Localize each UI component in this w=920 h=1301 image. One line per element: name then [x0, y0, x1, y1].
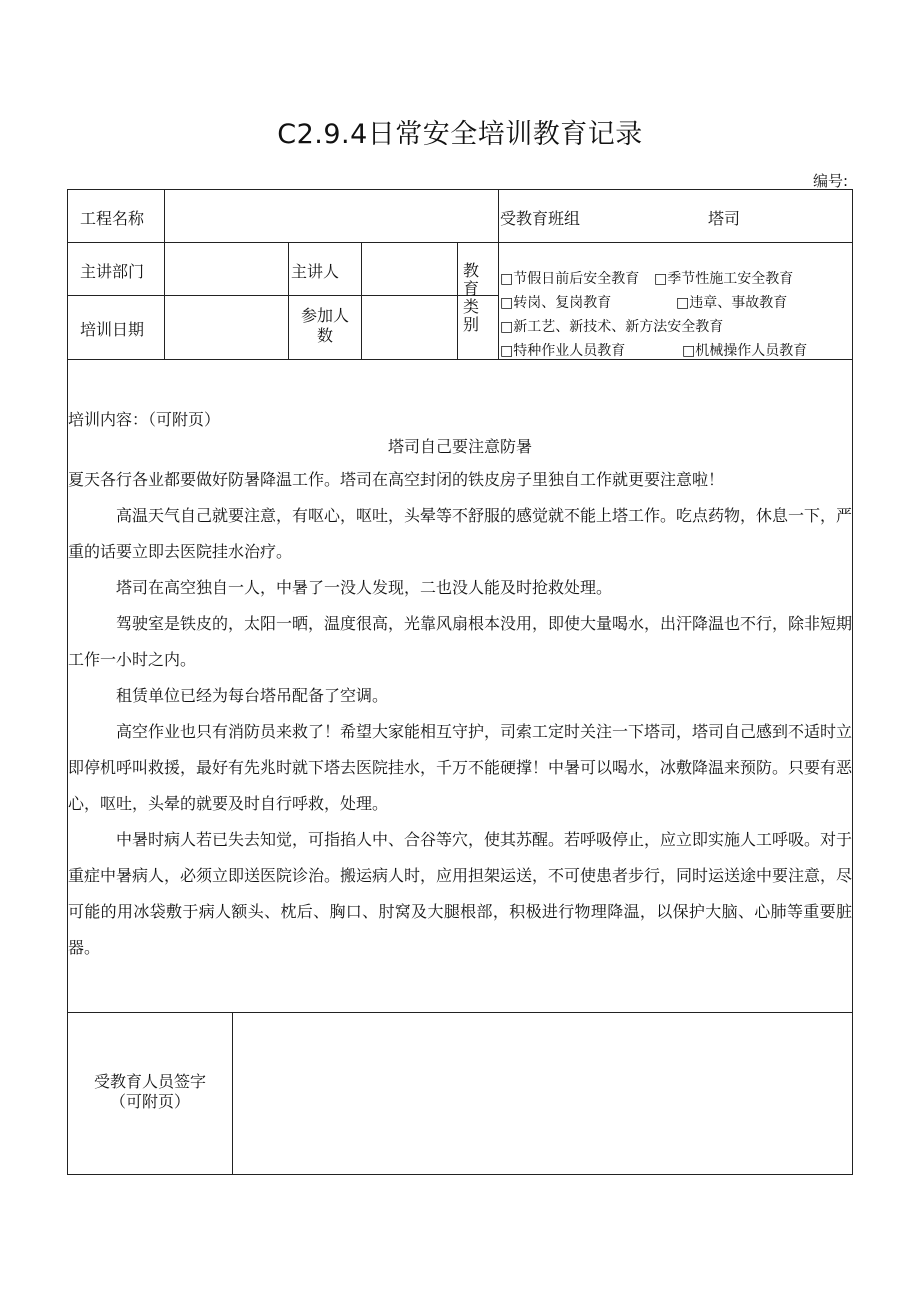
col-divider [457, 242, 458, 359]
project-name-label: 工程名称 [80, 209, 145, 228]
row-divider [67, 295, 499, 296]
content-paragraph: 租赁单位已经为每台塔吊配备了空调。 [116, 686, 389, 705]
option-transfer-checkbox[interactable]: □转岗、复岗教育 [500, 295, 612, 311]
attendees-label-line1: 参加人 [300, 306, 349, 325]
dept-field[interactable] [172, 259, 282, 281]
attendees-label [290, 306, 360, 346]
date-label: 培训日期 [80, 320, 145, 339]
date-field[interactable] [172, 317, 282, 339]
content-label: 培训内容：（可附页） [68, 410, 221, 429]
attendees-field[interactable] [366, 317, 452, 339]
dept-label: 主讲部门 [80, 262, 145, 281]
serial-number-label: 编号: [812, 172, 848, 190]
option-new-tech-checkbox[interactable]: □新工艺、新技术、新方法安全教育 [500, 319, 724, 335]
col-divider [361, 242, 362, 359]
col-divider [498, 189, 499, 359]
edu-type-char: 教 [462, 261, 479, 280]
edu-type-char: 类 [462, 297, 479, 316]
edu-type-label [461, 262, 481, 334]
col-divider [232, 1012, 233, 1175]
col-divider [288, 242, 289, 359]
attendees-label-line2: 数 [316, 326, 333, 345]
edu-group-label: 受教育班组 [500, 209, 581, 228]
content-paragraph: 高温天气自己就要注意，有呕心，呕吐，头晕等不舒服的感觉就不能上塔工作。吃点药物，休息一下，严重的话要立即去医院挂水治疗。 [68, 506, 853, 561]
option-special-checkbox[interactable]: □特种作业人员教育 [500, 343, 626, 359]
edu-type-char: 别 [462, 315, 479, 334]
training-content [68, 408, 852, 966]
content-paragraph: 中暑时病人若已失去知觉，可指掐人中、合谷等穴，使其苏醒。若呼吸停止，应立即实施人工呼吸。对于重症中暑病人，必须立即送医院诊治。搬运病人时，应用担架运送，不可使患者步行，同时运送途中要注意，尽可能的用冰袋敷于病人额头、枕后、胸口、肘窝及大腿根部，积极进行物理降温，以保护大脑、心肺等重要脏器。 [68, 830, 853, 957]
option-machinery-checkbox[interactable]: □机械操作人员教育 [682, 343, 808, 359]
row-divider [67, 1012, 853, 1013]
option-holiday-checkbox[interactable]: □节假日前后安全教育 [500, 271, 640, 287]
option-violation-checkbox[interactable]: □违章、事故教育 [676, 295, 788, 311]
project-name-field[interactable] [172, 206, 490, 228]
edu-group-value[interactable]: 塔司 [708, 209, 741, 228]
row-divider [67, 242, 853, 243]
lecturer-label: 主讲人 [291, 262, 340, 281]
signature-label-line2: （可附页） [109, 1092, 190, 1111]
content-paragraph: 驾驶室是铁皮的，太阳一晒，温度很高，光靠风扇根本没用，即使大量喝水，出汗降温也不行，除非短期工作一小时之内。 [68, 614, 853, 669]
content-paragraph: 塔司在高空独自一人，中暑了一没人发现，二也没人能及时抢救处理。 [116, 578, 613, 597]
signature-label-line1: 受教育人员签字 [93, 1072, 206, 1091]
content-paragraph: 夏天各行各业都要做好防暑降温工作。塔司在高空封闭的铁皮房子里独自工作就更要注意啦！ [68, 470, 725, 489]
signature-area[interactable] [240, 1020, 844, 1168]
page-title: C2.9.4日常安全培训教育记录 [277, 119, 643, 150]
content-heading: 塔司自己要注意防暑 [387, 437, 532, 456]
edu-type-char: 育 [462, 279, 479, 298]
lecturer-field[interactable] [366, 259, 452, 281]
option-seasonal-checkbox[interactable]: □季节性施工安全教育 [654, 271, 794, 287]
signature-label [68, 1072, 232, 1112]
content-paragraph: 高空作业也只有消防员来救了！希望大家能相互守护，司索工定时关注一下塔司，塔司自己感到不适时立即停机呼叫救援，最好有先兆时就下塔去医院挂水，千万不能硬撑！中暑可以喝水，冰敷降温来预防。只要有恶心，呕吐，头晕的就要及时自行呼救，处理。 [68, 722, 853, 813]
col-divider [164, 189, 165, 359]
